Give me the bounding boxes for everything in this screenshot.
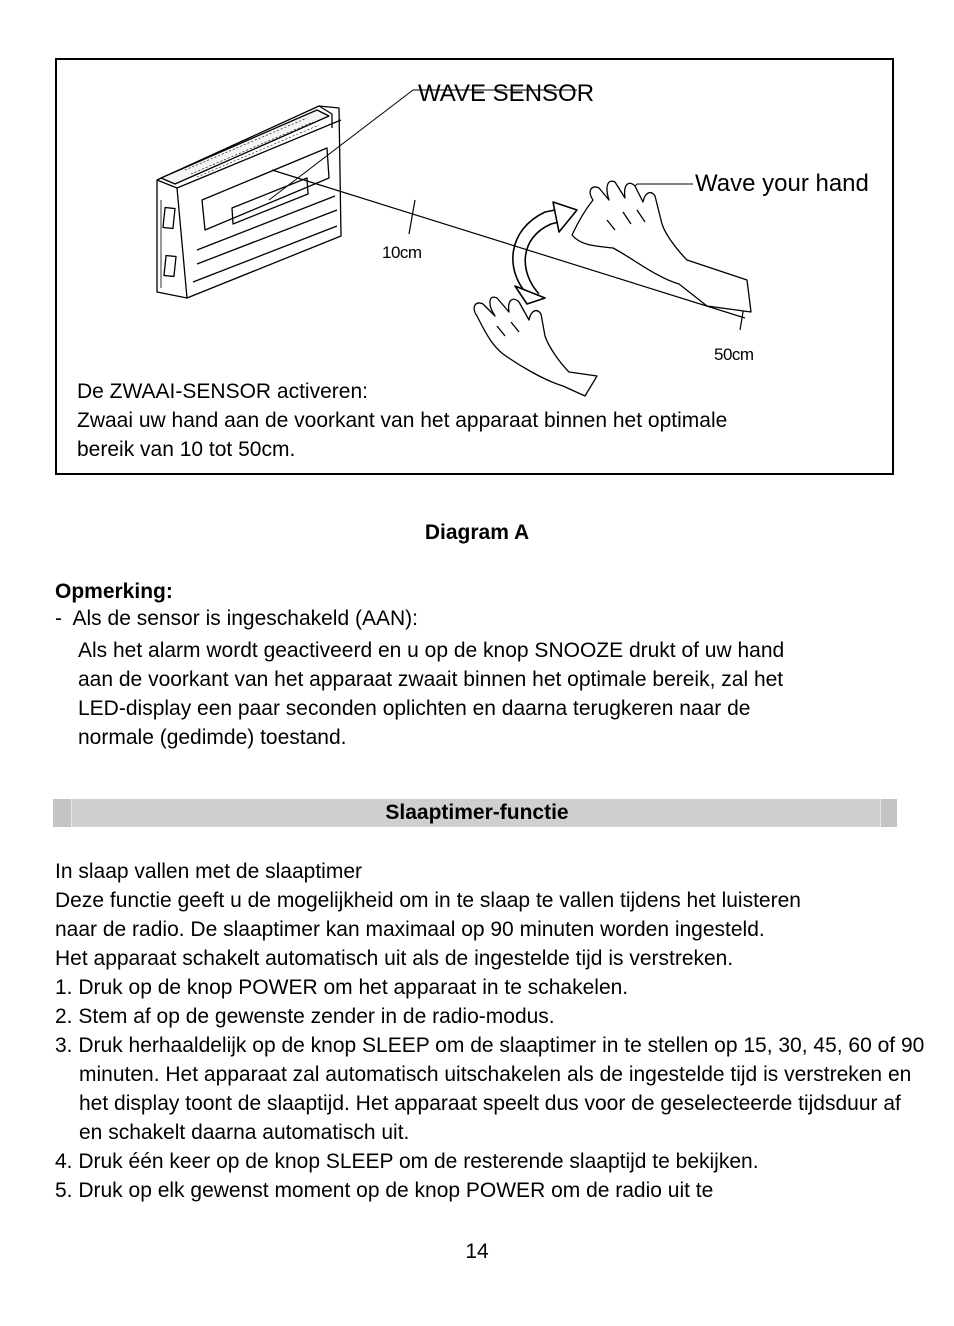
wave-hand-label: Wave your hand [695,170,869,197]
note-line: LED-display een paar seconden oplichten en daarna terugkeren naar de [78,697,751,720]
note-line: Als het alarm wordt geactiveerd en u op de knop SNOOZE drukt of uw hand [78,639,785,662]
note-heading: Opmerking: [55,580,173,603]
note-item: - Als de sensor is ingeschakeld (AAN): [55,607,418,630]
page-number: 14 [465,1240,489,1263]
intro-line: Deze functie geeft u de mogelijkheid om in te slaap te vallen tijdens het luisteren [55,889,801,912]
note-line: normale (gedimde) toestand. [78,726,347,749]
body-text [55,857,925,1205]
figure-caption-line: De ZWAAI-SENSOR activeren: [77,380,368,403]
step-item: 3. Druk herhaaldelijk op de knop SLEEP om de slaaptimer in te stellen op 15, 30, 45, 60 of 90 minuten. Het apparaat zal automatisch uitschakelen als de ingestelde tijd is verstreken en het display toont de slaaptijd. Het apparaat speelt dus voor de geselecteerde tijdsduur af en schakelt daarna automatisch uit. [55,1034,925,1144]
step-item: 4. Druk één keer op de knop SLEEP om de resterende slaaptijd te bekijken. [55,1150,759,1173]
note-line: aan de voorkant van het apparaat zwaait binnen het optimale bereik, zal het [78,668,784,691]
tick-10cm [409,200,415,234]
diagram-a-figure [55,58,894,475]
wave-motion-arrow [513,202,577,304]
intro-line: naar de radio. De slaaptimer kan maximaal op 90 minuten worden ingesteld. [55,918,765,941]
distance-far-label: 50cm [714,345,754,364]
diagram-caption: Diagram A [424,521,530,544]
distance-near-label: 10cm [382,243,422,262]
radio-device-drawing [157,106,341,298]
section-title: Slaaptimer-functie [385,801,569,824]
step-item: 2. Stem af op de gewenste zender in de radio-modus. [55,1005,555,1028]
figure-caption-line: Zwaai uw hand aan de voorkant van het apparaat binnen het optimale [77,409,728,432]
wave-sensor-label: WAVE SENSOR [418,80,595,107]
intro-line: In slaap vallen met de slaaptimer [55,860,362,883]
step-item: 5. Druk op elk gewenst moment op de knop POWER om de radio uit te [55,1179,714,1202]
note-body [78,636,908,752]
figure-caption-line: bereik van 10 tot 50cm. [77,438,296,461]
figure-caption [77,377,877,464]
step-item: 1. Druk op de knop POWER om het apparaat in te schakelen. [55,976,629,999]
intro-line: Het apparaat schakelt automatisch uit als de ingestelde tijd is verstreken. [55,947,734,970]
